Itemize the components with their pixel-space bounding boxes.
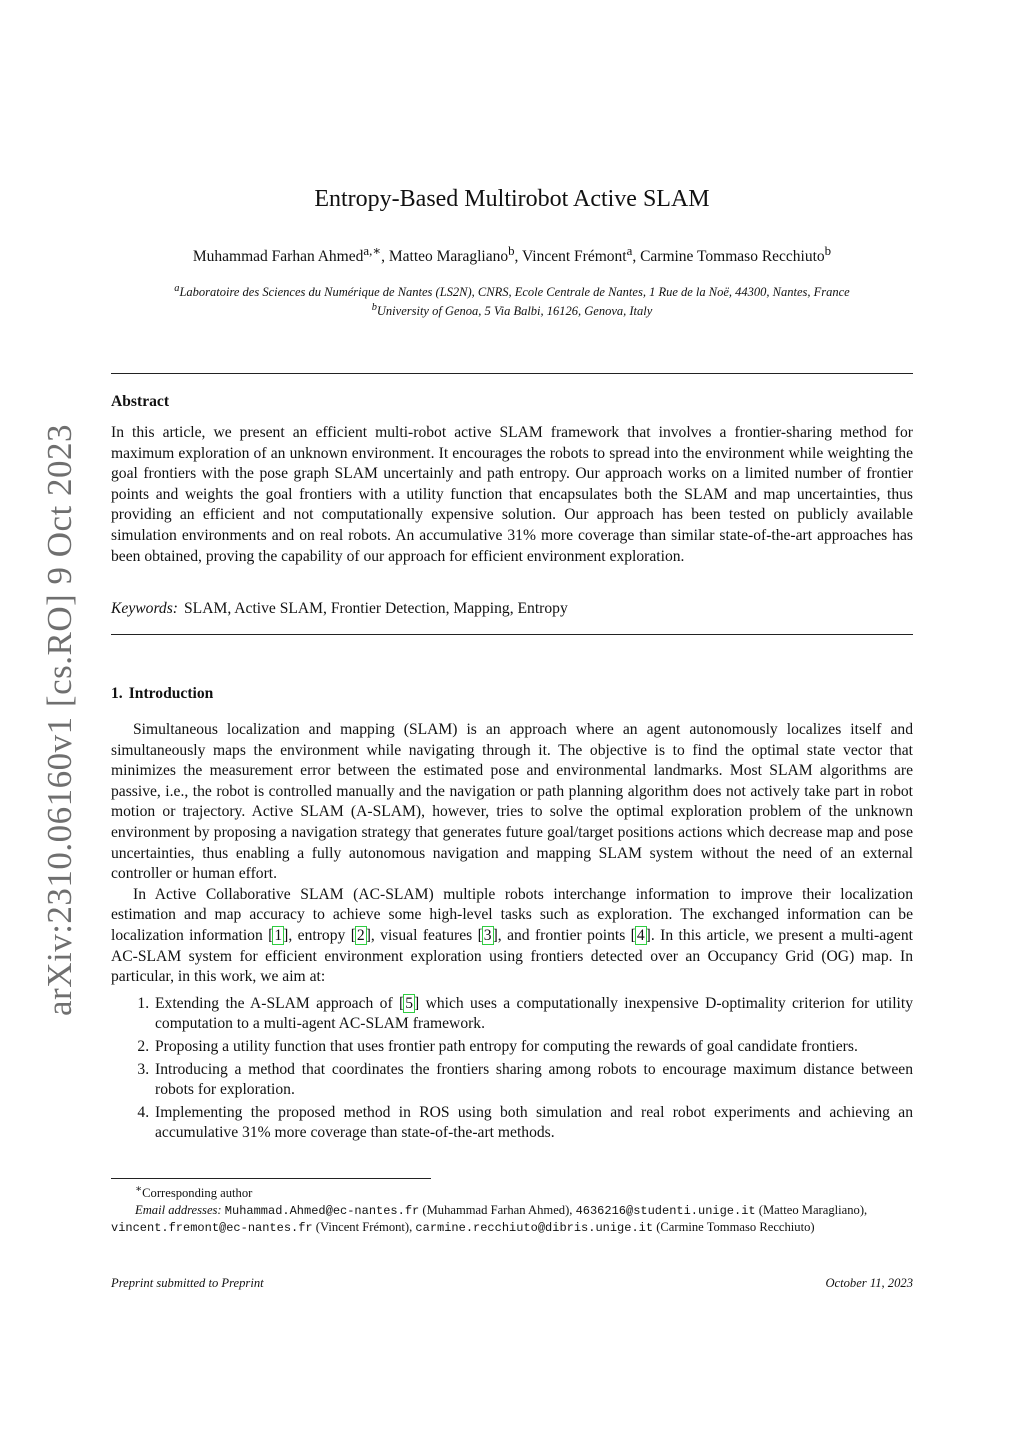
intro-paragraph-2: In Active Collaborative SLAM (AC-SLAM) multiple robots interchange information to improve their localization estimation and map accuracy to achieve some high-level tasks such as exploration. The exchanged information can be localization information [1], entropy [2], visual features [3], and frontier points [4]. In this article, we present a multi-agent AC-SLAM system for efficient environment exploration using frontiers detected over an Occupancy Grid (OG) map. In particular, in this work, we aim at: <box>111 885 913 986</box>
keywords-text: SLAM, Active SLAM, Frontier Detection, Mapping, Entropy <box>184 600 568 617</box>
introduction-body <box>111 720 913 1146</box>
page-footer <box>111 1276 913 1291</box>
email-link-ahmed[interactable]: Muhammad.Ahmed@ec-nantes.fr <box>224 1203 420 1218</box>
arxiv-identifier-stamp: arXiv:2310.06160v1 [cs.RO] 9 Oct 2023 <box>40 423 79 1016</box>
abstract-heading: Abstract <box>111 393 170 410</box>
author-list <box>0 243 1024 266</box>
abstract-text: In this article, we present an efficient multi-robot active SLAM framework that involves a frontier-sharing method for maximum exploration of an unknown environment. It encourages the robots to spread into the environment while weighting the goal frontiers with the pose graph SLAM uncertainly and path entropy. Our approach works on a limited number of frontier points and weights the goal frontiers with a utility function that encapsulates both the SLAM and map uncertainties, thus providing an efficient and not computationally expensive solution. Our approach has been tested on publicly available simulation environments and on real robots. An accumulative 31% more coverage than similar state-of-the-art approaches has been obtained, proving the capability of our approach for efficient environment exploration. <box>111 424 913 565</box>
citation-link-3[interactable]: 3 <box>483 926 492 944</box>
email-link-recchiuto[interactable]: carmine.recchiuto@dibris.unige.it <box>415 1221 654 1236</box>
section-heading-introduction: 1. Introduction <box>111 685 214 702</box>
citation-link-5[interactable]: 5 <box>405 994 414 1012</box>
contribution-item-4: 4. Implementing the proposed method in ROS using both simulation and real robot experiments and achieving an accumulative 31% more coverage than state-of-the-art methods. <box>153 1103 913 1144</box>
contribution-list <box>111 994 913 1144</box>
intro-paragraph-1: Simultaneous localization and mapping (SLAM) is an approach where an agent autonomously localizes itself and simultaneously maps the environment while navigating through it. The objective is to find the optimal state vector that minimizes the measurement error between the estimated pose and environmental landmarks. Most SLAM algorithms are passive, i.e., the robot is controlled manually and the navigation or path planning algorithm does not actively take part in robot motion or trajectory. Active SLAM (A-SLAM), however, tries to solve the optimal exploration problem of the unknown environment by proposing a navigation strategy that generates future goal/target positions actions which decrease map and pose uncertainties, thus enabling a fully autonomous navigation and mapping SLAM system without the need of an external controller or human effort. <box>111 721 913 883</box>
contribution-item-1: 1. Extending the A-SLAM approach of [5] which uses a computationally inexpensive D-optimality criterion for utility computation to a multi-agent AC-SLAM framework. <box>153 994 913 1035</box>
abstract-bottom-rule <box>111 634 913 635</box>
affiliation-b: $^b$University of Genoa, 5 Via Balbi, 16126, Genova, Italy <box>371 302 653 319</box>
abstract-top-rule <box>111 373 913 374</box>
email-addresses: Email addresses: Muhammad.Ahmed@ec-nantes.fr (Muhammad Farhan Ahmed), 4636216@studenti.unige.it (Matteo Maragliano), vincent.fremont@ec-nantes.fr (Vincent Frémont), carmine.recchiuto@dibris.unige.it (Carmine Tommaso Recchiuto) <box>111 1202 868 1236</box>
author-4: Carmine Tommaso Recchiuto$^b$ <box>640 243 832 266</box>
affiliations <box>0 281 1024 319</box>
email-link-maragliano[interactable]: 4636216@studenti.unige.it <box>575 1203 756 1218</box>
footer-left: Preprint submitted to Preprint <box>111 1276 264 1290</box>
keywords <box>111 599 913 620</box>
paper-title: Entropy-Based Multirobot Active SLAM <box>314 186 710 212</box>
corresponding-author-note: ∗Corresponding author <box>135 1184 253 1201</box>
footer-date: October 11, 2023 <box>825 1276 913 1290</box>
affiliation-a: $^a$Laboratoire des Sciences du Numérique de Nantes (LS2N), CNRS, Ecole Centrale de Nantes, 1 Rue de la Noë, 44300, Nantes, France <box>174 283 850 300</box>
author-2: Matteo Maragliano$^b$, <box>388 243 523 266</box>
contribution-item-3: 3. Introducing a method that coordinates the frontiers sharing among robots to encourage maximum distance between robots for exploration. <box>153 1060 913 1101</box>
footnotes <box>111 1182 913 1237</box>
author-1: Muhammad Farhan Ahmed$^{a,∗}$, <box>192 243 389 266</box>
citation-link-1[interactable]: 1 <box>274 926 283 944</box>
author-3: Vincent Frémont$^a$, <box>522 243 641 266</box>
citation-link-2[interactable]: 2 <box>356 926 365 944</box>
keywords-label: Keywords: <box>111 600 178 617</box>
citation-link-4[interactable]: 4 <box>636 926 645 944</box>
contribution-item-2: 2. Proposing a utility function that uses frontier path entropy for computing the rewards of goal candidate frontiers. <box>153 1037 913 1058</box>
footnote-rule <box>111 1178 431 1179</box>
email-link-fremont[interactable]: vincent.fremont@ec-nantes.fr <box>111 1221 313 1236</box>
